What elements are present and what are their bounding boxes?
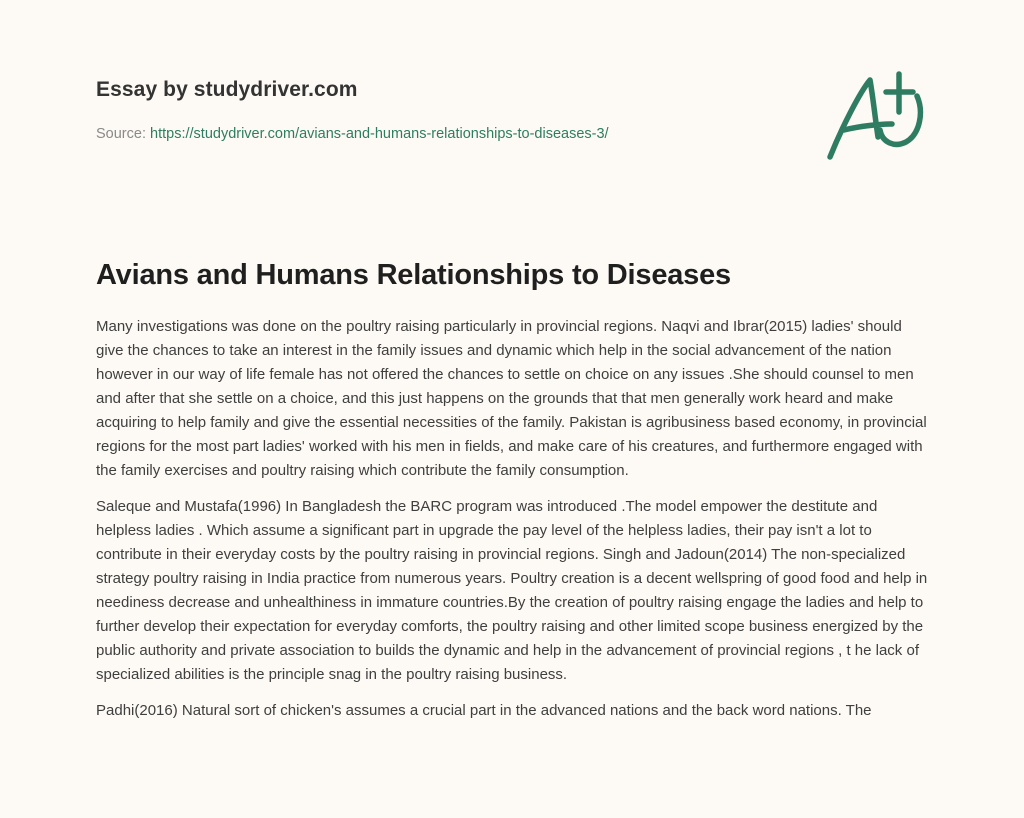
a-plus-grade-icon	[820, 62, 930, 167]
article-title: Avians and Humans Relationships to Diseases	[96, 259, 731, 291]
page-header	[96, 76, 796, 144]
paragraph: Saleque and Mustafa(1996) In Bangladesh the BARC program was introduced .The model empower the destitute and helpless ladies . Which assume a significant part in upgrade the pay level of the helpless ladies, their pay isn't a lot to contribute in their everyday costs by the poultry raising in provincial regions. Singh and Jadoun(2014) The non-specialized strategy poultry raising in India practice from numerous years. Poultry creation is a decent wellspring of good food and help in neediness decrease and unhealthiness in immature countries.By the creation of poultry raising engage the ladies and help to further develop their expectation for everyday comforts, the poultry raising and other limited scope business energized by the public authority and private association to builds the dynamic and help in the advancement of provincial regions , t he lack of specialized abilities is the principle snag in the poultry raising business.	[96, 498, 928, 683]
paragraph: Padhi(2016) Natural sort of chicken's assumes a crucial part in the advanced nations and the back word nations. The	[96, 702, 872, 719]
source-line	[96, 124, 796, 144]
article-body	[96, 315, 932, 735]
paragraph: Many investigations was done on the poultry raising particularly in provincial regions. Naqvi and Ibrar(2015) ladies' should give the chances to take an interest in the family issues and dynamic which help in the social advancement of the nation however in our way of life female has not offered the chances to settle on choice on any issues .She should counsel to men and after that she settle on a choice, and this just happens on the grounds that that men generally work heard and make acquiring to help family and give the essential necessities of the family. Pakistan is agribusiness based economy, in provincial regions for the most part ladies' worked with his men in fields, and make care of his creatures, and furthermore engaged with the family exercises and poultry raising which contribute the family consumption.	[96, 318, 927, 479]
source-link[interactable]: https://studydriver.com/avians-and-humans-relationships-to-diseases-3/	[150, 126, 609, 142]
source-label: Source:	[96, 126, 146, 142]
brand-heading: Essay by studydriver.com	[96, 78, 358, 101]
